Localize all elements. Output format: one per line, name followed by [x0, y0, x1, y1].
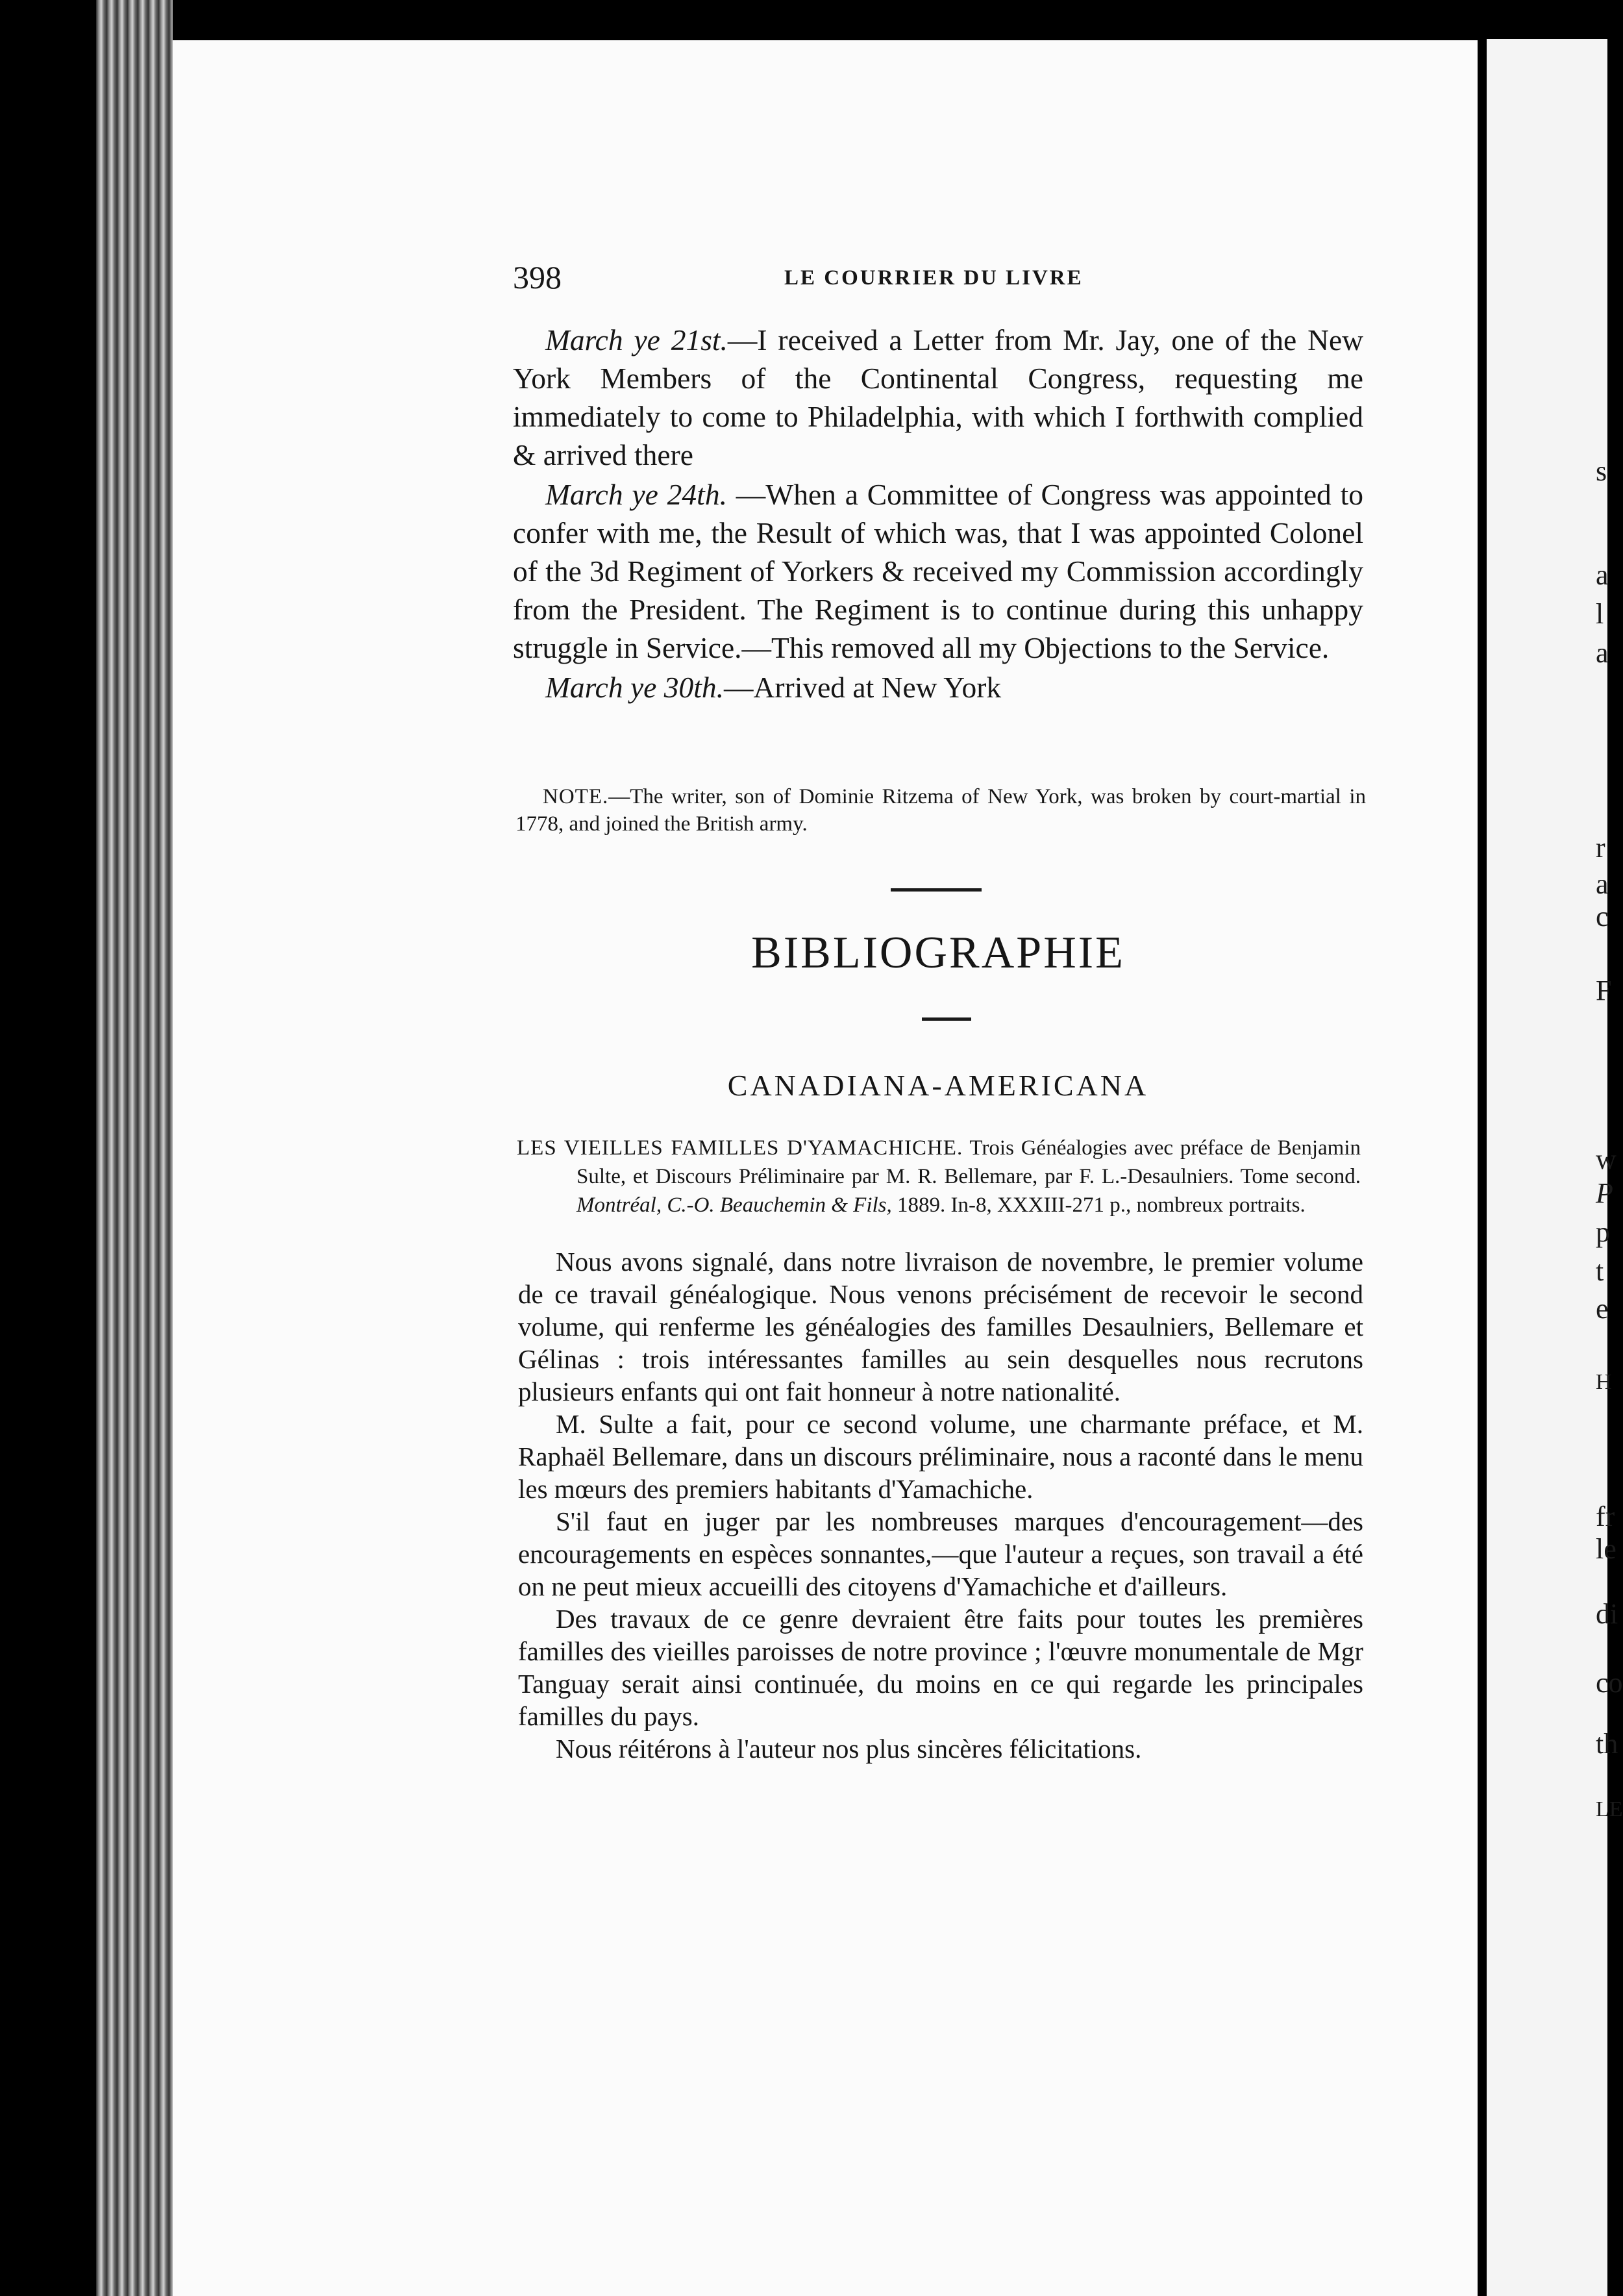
facing-page-text: p — [1596, 1216, 1610, 1248]
facing-page-text: a — [1596, 637, 1609, 669]
bibliographic-entry — [517, 1134, 1361, 1219]
diary-entry — [513, 668, 1363, 706]
facing-page-fragment — [1487, 39, 1623, 2296]
diary-date: March ye 24th. — [545, 478, 727, 511]
facing-page-text: s — [1596, 455, 1607, 487]
facing-page-text: H — [1596, 1370, 1612, 1394]
diary-date: March ye 30th. — [545, 671, 725, 704]
facing-page-text: P — [1596, 1177, 1613, 1209]
facing-page-text: di — [1596, 1598, 1618, 1630]
facing-page-text: e — [1596, 1293, 1609, 1325]
footnote — [515, 783, 1366, 838]
review-paragraph: Nous avons signalé, dans notre livraison de novembre, le premier volume de ce travail généalogique. Nous venons précisément de recevoir le second volume, qui renferme les généalogies des familles Desaulniers, Bellemare et Gélinas : trois intéressantes familles au sein desquelles nous recrutons plusieurs enfants qui ont fait honneur à notre nationalité. — [518, 1247, 1363, 1406]
diary-entry — [513, 321, 1363, 474]
facing-page-text: le — [1596, 1533, 1617, 1565]
page-number: 398 — [513, 259, 562, 295]
facing-page-text: a — [1596, 559, 1609, 591]
running-head: LE COURRIER DU LIVRE — [784, 266, 1084, 290]
facing-page-text: LE — [1596, 1797, 1623, 1821]
book-spine-edge — [96, 0, 173, 2296]
section-rule — [891, 888, 982, 892]
facing-page-text: t — [1596, 1255, 1604, 1287]
section-subtitle: CANADIANA-AMERICANA — [727, 1069, 1149, 1102]
facing-page-text: w — [1596, 1143, 1617, 1175]
diary-text: —Arrived at New York — [724, 671, 1002, 704]
facing-page-text: F — [1596, 975, 1612, 1006]
diary-entry — [513, 475, 1363, 667]
note-text: —The writer, son of Dominie Ritzema of New York, was broken by court-martial in 1778, and joined the British army. — [515, 785, 1366, 836]
diary-date: March ye 21st. — [545, 323, 728, 356]
page-header — [513, 258, 1331, 297]
note-label: NOTE. — [543, 785, 609, 808]
section-title: BIBLIOGRAPHIE — [751, 928, 1125, 978]
entry-heading: LES VIEILLES FAMILLES D'YAMACHICHE. — [517, 1136, 963, 1160]
entry-details: 1889. In-8, XXXIII-271 p., nombreux portraits. — [891, 1193, 1306, 1217]
review-paragraph: Nous réitérons à l'auteur nos plus sincères félicitations. — [556, 1734, 1142, 1764]
facing-page-text: th — [1596, 1728, 1618, 1760]
review-paragraph: S'il faut en juger par les nombreuses marques d'encouragement—des encouragements en espèces sonnantes,—que l'auteur a reçues, son travail a été on ne peut mieux accueilli des citoyens d'Yamachiche et d'ailleurs. — [518, 1506, 1363, 1601]
diary-excerpt — [513, 321, 1363, 706]
title-rule — [922, 1017, 971, 1021]
diary-text: —When a Committee of Congress was appointed to confer with me, the Result of which was, that I was appointed Colonel of the 3d Regiment of Yorkers & received my Commission accordingly from the President. The Regiment is to continue during this unhappy struggle in Service.—This removed all my Objections to the Service. — [513, 478, 1363, 664]
review-text — [518, 1245, 1363, 1765]
facing-page-text: l — [1596, 598, 1604, 630]
diary-text: —I received a Letter from Mr. Jay, one of the New York Members of the Continental Congress, requesting me immediately to come to Philadelphia, with which I forthwith complied & arrived there — [513, 323, 1363, 471]
facing-page-text: c — [1596, 901, 1609, 932]
facing-page-text: a — [1596, 868, 1609, 900]
review-paragraph: Des travaux de ce genre devraient être faits pour toutes les premières familles des vieilles paroisses de notre province ; l'œuvre monumentale de Mgr Tanguay serait ainsi continuée, du moins en ce qui regarde les principales familles du pays. — [518, 1604, 1363, 1731]
facing-page-text: r — [1596, 832, 1605, 864]
entry-imprint: Montréal, C.-O. Beauchemin & Fils, — [576, 1193, 892, 1217]
facing-page-text: co — [1596, 1667, 1623, 1699]
entry-description: Trois Généalogies avec préface de Benjamin Sulte, et Discours Préliminaire par M. R. Bellemare, par F. L.-Desaulniers. Tome second. — [576, 1136, 1361, 1188]
review-paragraph: M. Sulte a fait, pour ce second volume, une charmante préface, et M. Raphaël Bellemare, dans un discours préliminaire, nous a raconté dans le menu les mœurs des premiers habitants d'Yamachiche. — [518, 1409, 1363, 1504]
facing-page-text: fr — [1596, 1501, 1615, 1532]
